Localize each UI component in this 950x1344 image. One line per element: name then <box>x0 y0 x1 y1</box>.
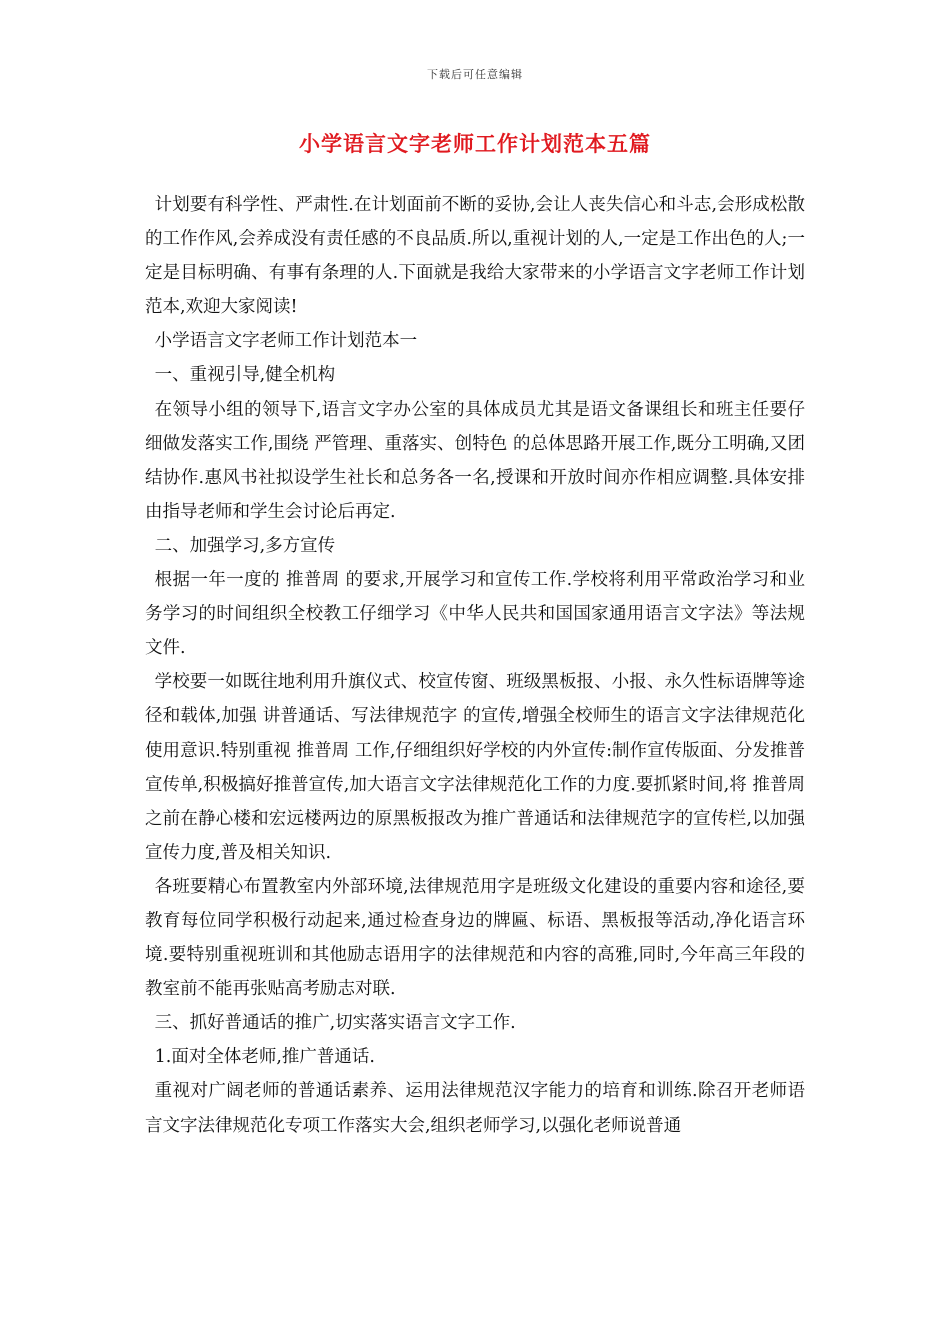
document-title: 小学语言文字老师工作计划范本五篇 <box>299 131 651 156</box>
body-paragraph: 重视对广阔老师的普通话素养、运用法律规范汉字能力的培育和训练.除召开老师语言文字法律规范化专项工作落实大会,组织老师学习,以强化老师说普通 <box>145 1081 805 1136</box>
body-paragraph: 学校要一如既往地利用升旗仪式、校宣传窗、班级黑板报、小报、永久性标语牌等途径和载体,加强 讲普通话、写法律规范字 的宣传,增强全校师生的语言文字法律规范化使用意识.特别重视 推普周 工作,仔细组织好学校的内外宣传:制作宣传版面、分发推普宣传单,积极搞好推普宣传,加大语言文字法律规范化工作的力度.要抓紧时间,将 推普周 之前在静心楼和宏远楼两边的原黑板报改为推广普通话和法律规范字的宣传栏,以加强宣传力度,普及相关知识. <box>145 672 805 863</box>
page-header-note: 下载后可任意编辑 <box>427 68 523 81</box>
document-body <box>145 188 805 1143</box>
body-paragraph: 根据一年一度的 推普周 的要求,开展学习和宣传工作.学校将利用平常政治学习和业务学习的时间组织全校教工仔细学习《中华人民共和国国家通用语言文字法》等法规文件. <box>145 570 805 659</box>
subheading-three: 三、抓好普通话的推广,切实落实语言文字工作. <box>154 1013 516 1034</box>
section-heading-plan-one: 小学语言文字老师工作计划范本一 <box>154 331 418 352</box>
body-paragraph: 在领导小组的领导下,语言文字办公室的具体成员尤其是语文备课组长和班主任要仔细做发落实工作,围绕 严管理、重落实、创特色 的总体思路开展工作,既分工明确,又团结协作.惠风书社拟设学生社长和总务各一名,授课和开放时间亦作相应调整.具体安排由指导老师和学生会讨论后再定. <box>145 399 805 522</box>
body-paragraph: 各班要精心布置教室内外部环境,法律规范用字是班级文化建设的重要内容和途径,要教育每位同学积极行动起来,通过检查身边的牌匾、标语、黑板报等活动,净化语言环境.要特别重视班训和其他励志语用字的法律规范和内容的高雅,同时,今年高三年段的教室前不能再张贴高考励志对联. <box>145 876 805 1000</box>
numbered-item-one: 1.面对全体老师,推广普通话. <box>154 1047 375 1068</box>
intro-paragraph: 计划要有科学性、严肃性.在计划面前不断的妥协,会让人丧失信心和斗志,会形成松散的工作作风,会养成没有责任感的不良品质.所以,重视计划的人,一定是工作出色的人;一定是目标明确、有事有条理的人.下面就是我给大家带来的小学语言文字老师工作计划范本,欢迎大家阅读! <box>145 195 805 318</box>
subheading-one: 一、重视引导,健全机构 <box>154 365 336 386</box>
subheading-two: 二、加强学习,多方宣传 <box>154 535 336 556</box>
